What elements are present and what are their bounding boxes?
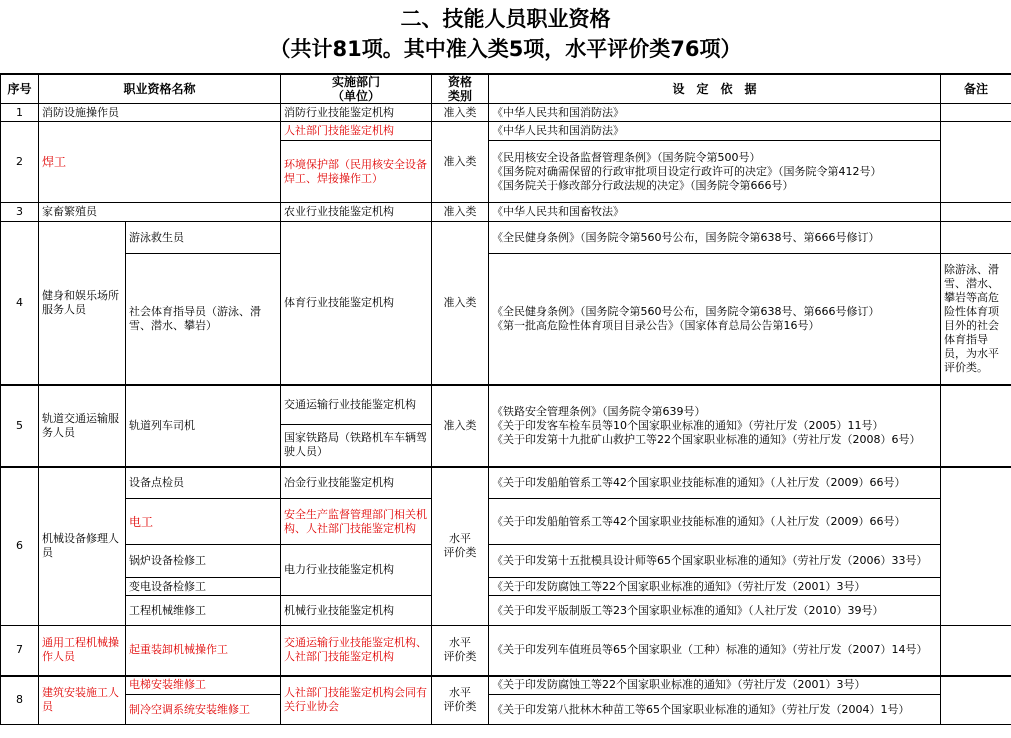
- row-dept: 安全生产监督管理部门相关机构、人社部门技能鉴定机构: [281, 499, 432, 545]
- row-no: 1: [1, 104, 39, 122]
- table-row: [1, 499, 1011, 545]
- table-row: [1, 676, 1011, 695]
- row-category: 水平 评价类: [432, 626, 489, 676]
- header-category: 资格 类别: [432, 75, 489, 104]
- qualification-table: [0, 74, 1011, 725]
- row-basis: 《关于印发防腐蚀工等22个国家职业标准的通知》（劳社厅发（2001）3号）: [489, 578, 941, 596]
- row-dept: 国家铁路局（铁路机车车辆驾驶人员）: [281, 425, 432, 467]
- row-dept: 电力行业技能鉴定机构: [281, 545, 432, 596]
- row-dept: 农业行业技能鉴定机构: [281, 203, 432, 222]
- row-no: 8: [1, 676, 39, 725]
- row-basis: 《民用核安全设备监督管理条例》（国务院令第500号） 《国务院对确需保留的行政审批项目设定行政许可的决定》（国务院令第412号） 《国务院关于修改部分行政法规的决定》（国务院令第666号）: [489, 141, 941, 203]
- row-dept: 人社部门技能鉴定机构会同有关行业协会: [281, 676, 432, 725]
- row-subname: 设备点检员: [126, 467, 281, 499]
- row-basis: 《关于印发船舶管系工等42个国家职业技能标准的通知》（人社厅发（2009）66号）: [489, 467, 941, 499]
- table-row: [1, 467, 1011, 499]
- row-dept: 交通运输行业技能鉴定机构: [281, 385, 432, 425]
- table-row: [1, 385, 1011, 425]
- page-subtitle: （共计81项。其中准入类5项，水平评价类76项）: [269, 37, 742, 61]
- header-row: [1, 75, 1011, 104]
- row-subname: 制冷空调系统安装维修工: [126, 695, 281, 725]
- row-basis: 《中华人民共和国畜牧法》: [489, 203, 941, 222]
- row-name: 家畜繁殖员: [39, 203, 281, 222]
- row-basis: 《关于印发第十五批模具设计师等65个国家职业标准的通知》（劳社厅发（2006）33号）: [489, 545, 941, 578]
- table-row: [1, 578, 1011, 596]
- row-dept: 机械行业技能鉴定机构: [281, 596, 432, 626]
- row-name: 轨道交通运输服务人员: [39, 385, 126, 467]
- row-dept: 消防行业技能鉴定机构: [281, 104, 432, 122]
- row-subname: 轨道列车司机: [126, 385, 281, 467]
- row-basis: 《关于印发防腐蚀工等22个国家职业标准的通知》（劳社厅发（2001）3号）: [489, 676, 941, 695]
- row-basis: 《关于印发船舶管系工等42个国家职业技能标准的通知》（人社厅发（2009）66号）: [489, 499, 941, 545]
- table-row: [1, 545, 1011, 578]
- row-name: 建筑安装施工人员: [39, 676, 126, 725]
- row-basis: 《全民健身条例》（国务院令第560号公布，国务院令第638号、第666号修订） 《第一批高危险性体育项目目录公告》（国家体育总局公告第16号）: [489, 254, 941, 385]
- row-category: 准入类: [432, 104, 489, 122]
- row-name: 焊工: [39, 122, 281, 203]
- row-note: [941, 122, 1011, 203]
- row-basis: 《关于印发第八批林木种苗工等65个国家职业标准的通知》（劳社厅发（2004）1号）: [489, 695, 941, 725]
- row-category: 准入类: [432, 222, 489, 385]
- row-subname: 起重装卸机械操作工: [126, 626, 281, 676]
- row-note: [941, 385, 1011, 467]
- row-dept: 体育行业技能鉴定机构: [281, 222, 432, 385]
- row-basis: 《关于印发平版制版工等23个国家职业标准的通知》（人社厅发（2010）39号）: [489, 596, 941, 626]
- row-no: 5: [1, 385, 39, 467]
- table-row: [1, 596, 1011, 626]
- header-name: 职业资格名称: [39, 75, 281, 104]
- row-name: 通用工程机械操作人员: [39, 626, 126, 676]
- row-no: 7: [1, 626, 39, 676]
- row-basis: 《关于印发列车值班员等65个国家职业（工种）标准的通知》（劳社厅发（2007）14号）: [489, 626, 941, 676]
- table-row: [1, 695, 1011, 725]
- row-note: [941, 222, 1011, 254]
- row-note: [941, 104, 1011, 122]
- row-subname: 变电设备检修工: [126, 578, 281, 596]
- row-note: [941, 203, 1011, 222]
- table-row: [1, 203, 1011, 222]
- page-title: 二、技能人员职业资格: [400, 7, 611, 31]
- row-dept: 人社部门技能鉴定机构: [281, 122, 432, 141]
- row-category: 水平 评价类: [432, 467, 489, 626]
- row-basis: 《铁路安全管理条例》（国务院令第639号） 《关于印发客车检车员等10个国家职业标准的通知》（劳社厅发（2005）11号） 《关于印发第十九批矿山救护工等22个国家职业标准的通知》（劳社厅发（2008）6号）: [489, 385, 941, 467]
- row-basis: 《中华人民共和国消防法》: [489, 122, 941, 141]
- row-note: [941, 626, 1011, 676]
- table-row: [1, 104, 1011, 122]
- row-subname: 电梯安装维修工: [126, 676, 281, 695]
- header-note: 备注: [941, 75, 1011, 104]
- row-note: [941, 676, 1011, 725]
- row-name: 消防设施操作员: [39, 104, 281, 122]
- row-name: 健身和娱乐场所服务人员: [39, 222, 126, 385]
- row-no: 2: [1, 122, 39, 203]
- title-block: [0, 0, 1011, 74]
- table-row: [1, 626, 1011, 676]
- row-category: 水平 评价类: [432, 676, 489, 725]
- row-dept: 冶金行业技能鉴定机构: [281, 467, 432, 499]
- row-subname: 锅炉设备检修工: [126, 545, 281, 578]
- table-row: [1, 122, 1011, 141]
- row-subname: 工程机械维修工: [126, 596, 281, 626]
- row-dept: 环境保护部（民用核安全设备焊工、焊接操作工）: [281, 141, 432, 203]
- row-no: 3: [1, 203, 39, 222]
- header-no: 序号: [1, 75, 39, 104]
- header-dept: 实施部门 （单位）: [281, 75, 432, 104]
- row-category: 准入类: [432, 385, 489, 467]
- row-name: 机械设备修理人员: [39, 467, 126, 626]
- row-category: 准入类: [432, 122, 489, 203]
- row-subname: 游泳救生员: [126, 222, 281, 254]
- row-note: 除游泳、滑雪、潜水、攀岩等高危险性体育项目外的社会体育指导员，为水平评价类。: [941, 254, 1011, 385]
- row-no: 4: [1, 222, 39, 385]
- row-no: 6: [1, 467, 39, 626]
- table-row: [1, 254, 1011, 385]
- row-basis: 《中华人民共和国消防法》: [489, 104, 941, 122]
- row-category: 准入类: [432, 203, 489, 222]
- row-dept: 交通运输行业技能鉴定机构、人社部门技能鉴定机构: [281, 626, 432, 676]
- row-subname: 社会体育指导员（游泳、滑雪、潜水、攀岩）: [126, 254, 281, 385]
- table-row: [1, 222, 1011, 254]
- header-basis: 设 定 依 据: [489, 75, 941, 104]
- row-note: [941, 467, 1011, 626]
- row-basis: 《全民健身条例》（国务院令第560号公布，国务院令第638号、第666号修订）: [489, 222, 941, 254]
- row-subname: 电工: [126, 499, 281, 545]
